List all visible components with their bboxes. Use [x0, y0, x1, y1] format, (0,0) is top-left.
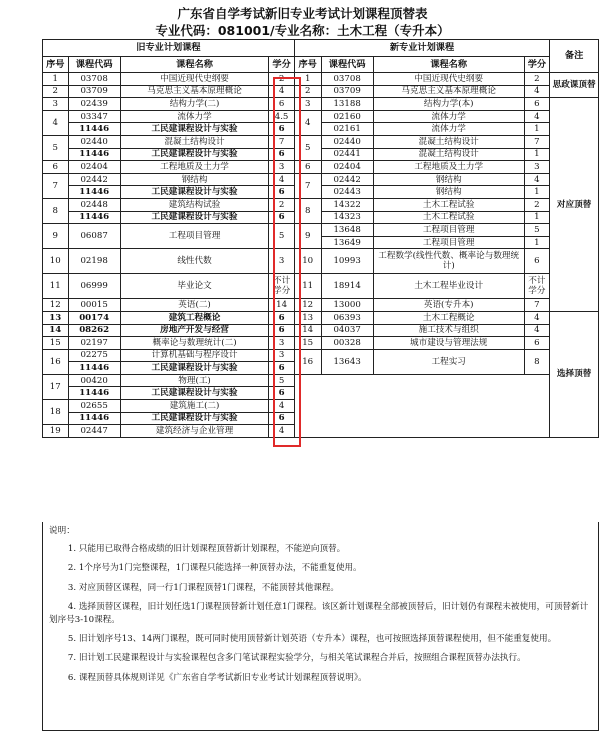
old-code: 02275 [68, 349, 120, 362]
new-credit: 2 [524, 198, 550, 211]
new-credit: 8 [524, 349, 550, 374]
new-name: 城市建设与管理法规 [373, 337, 524, 350]
new-code: 02443 [321, 186, 373, 199]
old-seq: 16 [43, 349, 69, 374]
old-code: 02404 [68, 161, 120, 174]
old-name: 工民建课程设计与实验 [120, 211, 269, 224]
old-seq: 4 [43, 110, 69, 135]
table-row [43, 349, 599, 362]
new-seq: 11 [294, 274, 321, 299]
new-code: 13648 [321, 224, 373, 237]
new-name: 工程项目管理 [373, 224, 524, 237]
new-credit: 1 [524, 123, 550, 136]
old-name: 结构力学(二) [120, 98, 269, 111]
new-credit: 6 [524, 249, 550, 274]
new-name: 马克思主义基本原理概论 [373, 85, 524, 98]
old-code: 11446 [68, 186, 120, 199]
old-credit: 6 [269, 311, 295, 324]
old-name: 建筑施工(二) [120, 400, 269, 413]
old-name: 物理(工) [120, 374, 269, 387]
old-code: 00015 [68, 299, 120, 312]
new-credit: 6 [524, 98, 550, 111]
table-row [43, 173, 599, 186]
new-credit: 7 [524, 299, 550, 312]
note-item: 6. 课程顶替具体规则详见《广东省自学考试新旧专业考试计划课程顶替说明》。 [67, 672, 367, 683]
old-code: 11446 [68, 362, 120, 375]
new-name: 工程项目管理 [373, 236, 524, 249]
new-credit: 1 [524, 236, 550, 249]
old-code: 02197 [68, 337, 120, 350]
old-code: 02198 [68, 249, 120, 274]
new-credit: 5 [524, 224, 550, 237]
old-code: 02440 [68, 135, 120, 148]
new-code: 00328 [321, 337, 373, 350]
new-credit: 1 [524, 211, 550, 224]
old-credit: 4 [269, 400, 295, 413]
old-credit: 6 [269, 211, 295, 224]
new-name: 土木工程试验 [373, 211, 524, 224]
old-name: 毕业论文 [120, 274, 269, 299]
old-code: 00174 [68, 311, 120, 324]
new-seq: 7 [294, 173, 321, 198]
new-name: 土木工程试验 [373, 198, 524, 211]
old-name: 中国近现代史纲要 [120, 73, 269, 86]
new-credit: 4 [524, 324, 550, 337]
old-seq: 6 [43, 161, 69, 174]
old-code: 02655 [68, 400, 120, 413]
new-name: 土木工程毕业设计 [373, 274, 524, 299]
old-credit: 不计学分 [269, 274, 295, 299]
old-seq: 8 [43, 198, 69, 223]
new-name: 中国近现代史纲要 [373, 73, 524, 86]
old-code: 11446 [68, 412, 120, 425]
old-credit: 4 [269, 85, 295, 98]
new-code: 02160 [321, 110, 373, 123]
table-row [43, 98, 599, 111]
new-name: 钢结构 [373, 186, 524, 199]
old-code: 02448 [68, 198, 120, 211]
old-seq: 9 [43, 224, 69, 249]
old-credit: 6 [269, 148, 295, 161]
old-credit: 5 [269, 374, 295, 387]
page-subtitle: 专业代码：081001/专业名称：土木工程（专升本） [155, 23, 450, 38]
new-name: 工程实习 [373, 349, 524, 374]
new-name-header: 课程名称 [373, 57, 524, 73]
new-seq: 6 [294, 161, 321, 174]
new-credit: 4 [524, 173, 550, 186]
new-name: 工程数学(线性代数、概率论与数理统计) [373, 249, 524, 274]
old-seq: 14 [43, 324, 69, 337]
old-name-header: 课程名称 [120, 57, 269, 73]
old-credit: 3 [269, 161, 295, 174]
old-credit: 6 [269, 412, 295, 425]
old-name: 工程地质及土力学 [120, 161, 269, 174]
old-seq: 7 [43, 173, 69, 198]
old-name: 工民建课程设计与实验 [120, 412, 269, 425]
old-code: 03709 [68, 85, 120, 98]
old-seq: 13 [43, 311, 69, 324]
table-row [43, 211, 599, 224]
remark-optional: 选择顶替 [550, 311, 599, 437]
remark-corresponding: 对应顶替 [550, 98, 599, 312]
table-row [43, 161, 599, 174]
old-credit: 3 [269, 337, 295, 350]
new-seq-header: 序号 [294, 57, 321, 73]
course-replacement-table [42, 39, 599, 438]
table-row [43, 324, 599, 337]
old-name: 概率论与数理统计(二) [120, 337, 269, 350]
old-name: 建筑工程概论 [120, 311, 269, 324]
new-name: 混凝土结构设计 [373, 135, 524, 148]
table-row [43, 73, 599, 86]
old-name: 马克思主义基本原理概论 [120, 85, 269, 98]
new-credit: 3 [524, 161, 550, 174]
new-credit: 1 [524, 186, 550, 199]
old-code: 06999 [68, 274, 120, 299]
old-seq: 2 [43, 85, 69, 98]
old-seq: 10 [43, 249, 69, 274]
old-code: 08262 [68, 324, 120, 337]
old-seq: 11 [43, 274, 69, 299]
new-code: 13643 [321, 349, 373, 374]
new-seq: 4 [294, 110, 321, 135]
old-credit: 4 [269, 425, 295, 438]
old-seq: 17 [43, 374, 69, 399]
new-code: 10993 [321, 249, 373, 274]
new-credit: 不计学分 [524, 274, 550, 299]
table-row [43, 299, 599, 312]
old-credit: 6 [269, 387, 295, 400]
old-seq: 5 [43, 135, 69, 160]
note-item: 1. 只能用已取得合格成绩的旧计划课程顶替新计划课程，不能逆向顶替。 [67, 544, 346, 555]
new-credit: 7 [524, 135, 550, 148]
old-plan-header: 旧专业计划课程 [43, 40, 295, 57]
remark-ideology: 思政课顶替 [550, 73, 599, 98]
new-name: 流体力学 [373, 123, 524, 136]
old-name: 英语(二) [120, 299, 269, 312]
new-code: 14323 [321, 211, 373, 224]
old-name: 工民建课程设计与实验 [120, 148, 269, 161]
old-seq: 18 [43, 400, 69, 425]
new-code: 06393 [321, 311, 373, 324]
old-code: 00420 [68, 374, 120, 387]
old-credit: 5 [269, 224, 295, 249]
new-seq: 15 [294, 337, 321, 350]
new-code: 03709 [321, 85, 373, 98]
new-seq: 8 [294, 198, 321, 223]
old-code: 11446 [68, 123, 120, 136]
new-seq: 12 [294, 299, 321, 312]
new-credit: 4 [524, 85, 550, 98]
new-name: 施工技术与组织 [373, 324, 524, 337]
new-credit: 4 [524, 311, 550, 324]
old-code: 03708 [68, 73, 120, 86]
new-code: 02404 [321, 161, 373, 174]
old-credit: 6 [269, 123, 295, 136]
new-seq: 9 [294, 224, 321, 249]
old-seq-header: 序号 [43, 57, 69, 73]
new-code: 14322 [321, 198, 373, 211]
new-code: 13188 [321, 98, 373, 111]
new-name: 流体力学 [373, 110, 524, 123]
old-name: 线性代数 [120, 249, 269, 274]
new-code: 13000 [321, 299, 373, 312]
old-name: 工民建课程设计与实验 [120, 387, 269, 400]
old-code: 11446 [68, 211, 120, 224]
remarks-header: 备注 [550, 40, 599, 73]
note-item: 5. 旧计划序号13、14两门课程，既可同时使用顶替新计划英语（专升本）课程，也可按照选择顶替课程使用，但不能重复使用。 [67, 634, 557, 645]
old-name: 工民建课程设计与实验 [120, 186, 269, 199]
new-code: 02440 [321, 135, 373, 148]
new-credit: 2 [524, 73, 550, 86]
new-seq: 5 [294, 135, 321, 160]
new-code-header: 课程代码 [321, 57, 373, 73]
old-credit: 2 [269, 198, 295, 211]
old-credit-header: 学分 [269, 57, 295, 73]
old-name: 混凝土结构设计 [120, 135, 269, 148]
old-credit: 4 [269, 173, 295, 186]
table-row [43, 198, 599, 211]
table-row [43, 224, 599, 237]
table-row [43, 311, 599, 324]
old-code-header: 课程代码 [68, 57, 120, 73]
old-seq: 19 [43, 425, 69, 438]
old-credit: 2 [269, 73, 295, 86]
old-code: 03347 [68, 110, 120, 123]
new-credit: 4 [524, 110, 550, 123]
table-row [43, 249, 599, 274]
table-row [43, 85, 599, 98]
new-plan-header: 新专业计划课程 [294, 40, 549, 57]
new-name: 结构力学(本) [373, 98, 524, 111]
old-seq: 12 [43, 299, 69, 312]
old-credit: 6 [269, 362, 295, 375]
old-name: 建筑结构试验 [120, 198, 269, 211]
new-code: 03708 [321, 73, 373, 86]
new-credit-header: 学分 [524, 57, 550, 73]
table-row [43, 123, 599, 136]
new-name: 工程地质及土力学 [373, 161, 524, 174]
new-code: 02441 [321, 148, 373, 161]
new-empty-area [294, 374, 549, 437]
new-seq: 14 [294, 324, 321, 337]
old-code: 02439 [68, 98, 120, 111]
old-code: 11446 [68, 387, 120, 400]
note-item: 3. 对应顶替区课程，同一行1门课程顶替1门课程，不能顶替其他课程。 [67, 582, 339, 593]
new-code: 04037 [321, 324, 373, 337]
old-seq: 1 [43, 73, 69, 86]
notes-heading: 说明： [49, 526, 75, 536]
note-item: 7. 旧计划工民建课程设计与实验课程包含多门笔试课程实验学分，与相关笔试课程合并后，按照组合课程顶替办法执行。 [67, 653, 526, 664]
old-code: 02442 [68, 173, 120, 186]
new-code: 13649 [321, 236, 373, 249]
new-seq: 10 [294, 249, 321, 274]
table-row [43, 135, 599, 148]
old-credit: 7 [269, 135, 295, 148]
old-name: 工民建课程设计与实验 [120, 362, 269, 375]
new-code: 02161 [321, 123, 373, 136]
old-code: 11446 [68, 148, 120, 161]
new-name: 混凝土结构设计 [373, 148, 524, 161]
old-name: 钢结构 [120, 173, 269, 186]
new-seq: 1 [294, 73, 321, 86]
table-row [43, 274, 599, 299]
table-row [43, 110, 599, 123]
table-row [43, 148, 599, 161]
table-row [43, 337, 599, 350]
old-name: 工民建课程设计与实验 [120, 123, 269, 136]
old-credit: 6 [269, 98, 295, 111]
old-credit: 14 [269, 299, 295, 312]
table-row [43, 374, 599, 387]
old-credit: 6 [269, 186, 295, 199]
old-name: 建筑经济与企业管理 [120, 425, 269, 438]
old-credit: 3 [269, 349, 295, 362]
page-title: 广东省自学考试新旧专业考试计划课程顶替表 [177, 6, 428, 21]
note-item: 4. 选择顶替区课程，旧计划任选1门课程顶替新计划任意1门课程。该区新计划课程全部被顶替后，旧计划仍有课程未被使用，可顶替新计划序号3-10课程。 [49, 601, 589, 626]
notes-section [42, 522, 599, 731]
new-credit: 1 [524, 148, 550, 161]
old-name: 流体力学 [120, 110, 269, 123]
old-name: 工程项目管理 [120, 224, 269, 249]
new-seq: 16 [294, 349, 321, 374]
new-seq: 3 [294, 98, 321, 111]
new-seq: 13 [294, 311, 321, 324]
table-row [43, 186, 599, 199]
note-item: 2. 1个序号为1门完整课程，1门课程只能选择一种顶替办法，不能重复使用。 [67, 563, 362, 574]
new-name: 英语(专升本) [373, 299, 524, 312]
new-code: 02442 [321, 173, 373, 186]
old-credit: 4.5 [269, 110, 295, 123]
new-code: 18914 [321, 274, 373, 299]
new-name: 钢结构 [373, 173, 524, 186]
old-name: 房地产开发与经营 [120, 324, 269, 337]
old-code: 02447 [68, 425, 120, 438]
old-name: 计算机基础与程序设计 [120, 349, 269, 362]
old-seq: 3 [43, 98, 69, 111]
new-seq: 2 [294, 85, 321, 98]
new-credit: 6 [524, 337, 550, 350]
old-credit: 6 [269, 324, 295, 337]
old-seq: 15 [43, 337, 69, 350]
new-name: 土木工程概论 [373, 311, 524, 324]
old-credit: 3 [269, 249, 295, 274]
old-code: 06087 [68, 224, 120, 249]
